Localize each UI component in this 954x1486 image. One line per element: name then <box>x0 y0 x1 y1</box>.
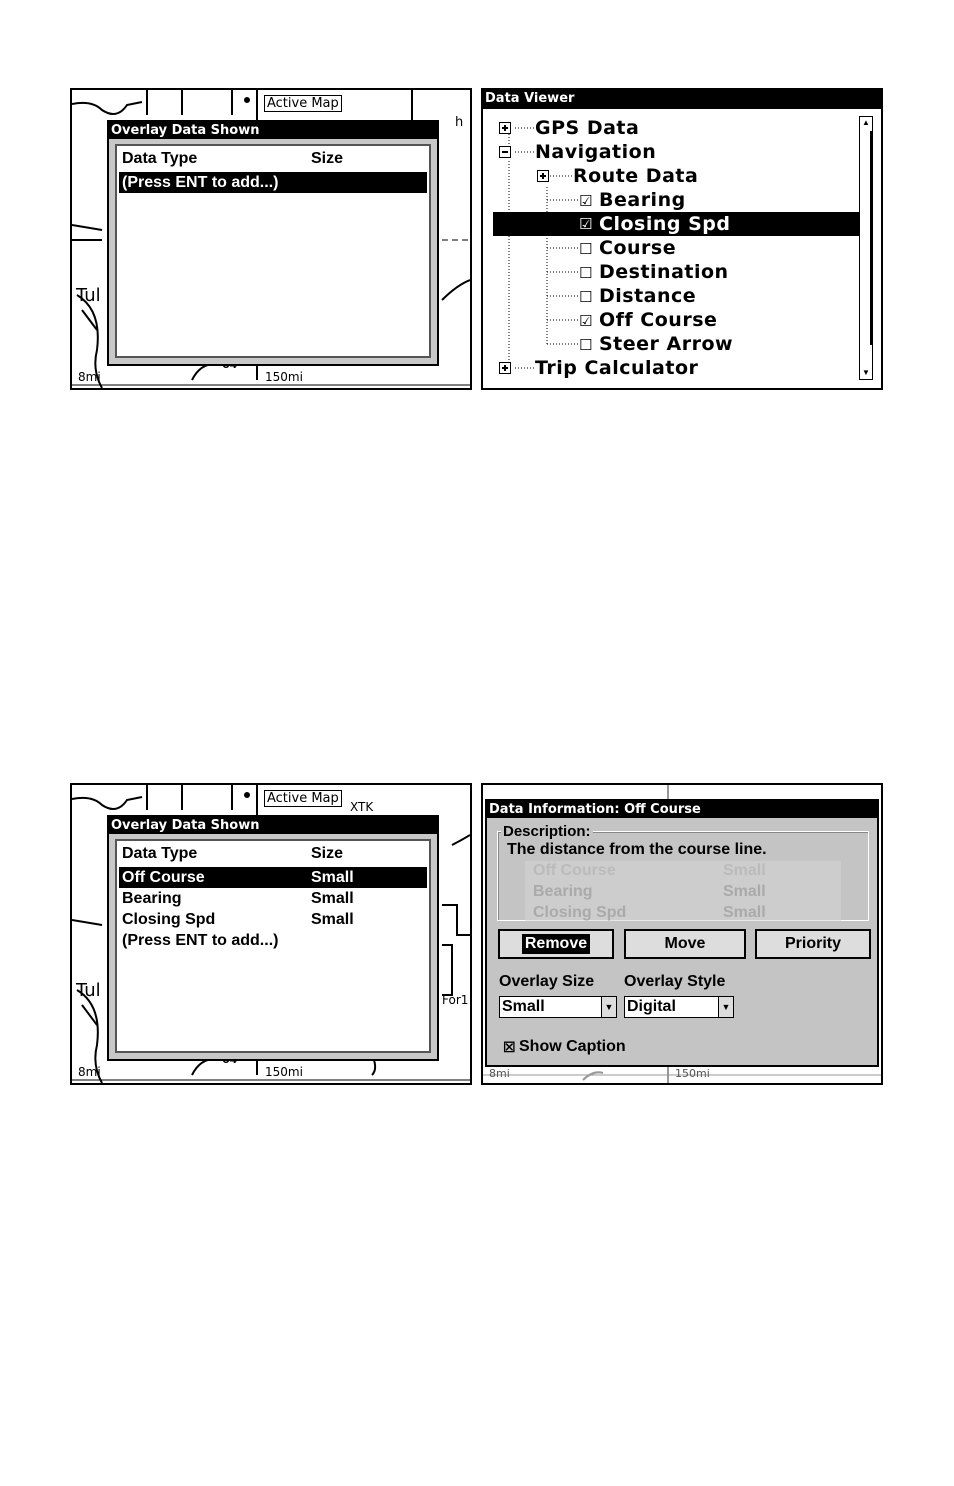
overlay-size-dropdown[interactable] <box>499 996 617 1018</box>
ghost-row-type: Off Course <box>533 862 616 879</box>
data-information-screen <box>481 783 883 1085</box>
tree-node-label: Closing Spd <box>599 213 731 235</box>
overlay-size-label: Overlay Size <box>499 973 595 990</box>
overlay-data-list <box>115 839 431 1053</box>
row-type: Off Course <box>122 869 205 886</box>
tree-node-label: Route Data <box>573 165 699 187</box>
move-button-label: Move <box>664 935 706 952</box>
col-header-type: Data Type <box>122 845 198 862</box>
tree-node-label: Bearing <box>599 189 686 211</box>
overlay-data-list <box>115 144 431 358</box>
expand-plus-icon[interactable] <box>499 122 511 134</box>
dialog-title: Overlay Data Shown <box>109 122 437 139</box>
active-map-label: Active Map <box>264 95 342 112</box>
remove-button-label: Remove <box>522 934 590 954</box>
checkbox-icon[interactable]: ☐ <box>579 336 593 354</box>
tree-node-label: Navigation <box>535 141 657 163</box>
priority-button[interactable] <box>755 929 871 959</box>
checkbox-icon[interactable]: ☐ <box>579 288 593 306</box>
overlay-data-dialog <box>107 120 439 366</box>
row-size: Small <box>311 890 354 907</box>
dialog-title: Data Information: Off Course <box>487 801 877 818</box>
overlay-size-value: Small <box>502 998 545 1015</box>
map-city-label: Tul <box>76 980 101 1001</box>
map-xtk-label: XTK <box>350 800 374 814</box>
overlay-style-dropdown[interactable] <box>624 996 734 1018</box>
dialog-title: Overlay Data Shown <box>109 817 437 834</box>
map-city-label: Tul <box>76 285 101 306</box>
checkbox-icon[interactable]: ☑ <box>579 192 593 210</box>
scroll-thumb[interactable] <box>860 131 872 345</box>
vertical-scrollbar[interactable] <box>859 116 873 380</box>
tree-node-destination[interactable] <box>579 260 779 284</box>
data-information-dialog <box>485 799 879 1067</box>
map-letter: h <box>455 115 464 130</box>
checkbox-icon[interactable]: ☑ <box>579 215 593 233</box>
overlay-screen-filled <box>70 783 472 1085</box>
tree-node-label: Course <box>599 237 677 259</box>
row-type: Bearing <box>122 890 182 907</box>
data-viewer-screen <box>481 88 883 390</box>
checkbox-icon[interactable]: ☐ <box>579 264 593 282</box>
overlay-style-value: Digital <box>627 998 676 1015</box>
remove-button[interactable] <box>498 929 614 959</box>
tree-node-closing-spd[interactable] <box>493 212 859 236</box>
ghost-row-type: Closing Spd <box>533 904 627 921</box>
row-size: Small <box>311 911 354 928</box>
tree-node-label: GPS Data <box>535 117 640 139</box>
data-viewer-title: Data Viewer <box>483 90 881 109</box>
show-caption-checkbox[interactable]: ☒ <box>503 1039 516 1055</box>
description-label: Description: <box>503 823 591 840</box>
col-header-type: Data Type <box>122 150 198 167</box>
move-button[interactable] <box>624 929 746 959</box>
overlay-screen-empty <box>70 88 472 390</box>
tree-node-bearing[interactable] <box>579 188 779 212</box>
ghost-row-size: Small <box>723 904 766 921</box>
collapse-minus-icon[interactable] <box>499 146 511 158</box>
scroll-up-icon[interactable]: ▲ <box>862 118 870 127</box>
map-scale-left: 8mi <box>78 370 101 384</box>
map-scale-left: 8mi <box>78 1065 101 1079</box>
map-city-label-fort: For1 <box>442 993 469 1007</box>
chevron-down-icon[interactable]: ▼ <box>601 997 616 1017</box>
show-caption-label: Show Caption <box>519 1038 626 1055</box>
map-scale-right: 150mi <box>675 1067 710 1080</box>
tree-node-label: Off Course <box>599 309 718 331</box>
expand-plus-icon[interactable] <box>499 362 511 374</box>
row-size: Small <box>311 869 354 886</box>
list-item[interactable] <box>119 867 427 888</box>
row-type: (Press ENT to add...) <box>122 932 279 949</box>
tree-node-label: Distance <box>599 285 697 307</box>
active-map-label: Active Map <box>264 790 342 807</box>
checkbox-icon[interactable]: ☐ <box>579 240 593 258</box>
row-type: Closing Spd <box>122 911 216 928</box>
tree-node-label: Destination <box>599 261 729 283</box>
priority-button-label: Priority <box>784 935 841 952</box>
list-item[interactable] <box>119 172 427 193</box>
col-header-size: Size <box>311 150 344 167</box>
row-type: (Press ENT to add...) <box>122 174 279 191</box>
tree-node-label: Trip Calculator <box>535 357 699 379</box>
scroll-down-icon[interactable]: ▼ <box>862 368 870 377</box>
list-item[interactable] <box>119 930 427 951</box>
expand-plus-icon[interactable] <box>537 170 549 182</box>
checkbox-icon[interactable]: ☑ <box>579 312 593 330</box>
map-scale-right: 150mi <box>265 370 303 384</box>
map-scale-right: 150mi <box>265 1065 303 1079</box>
chevron-down-icon[interactable]: ▼ <box>718 997 733 1017</box>
tree-node-steer-arrow[interactable] <box>579 332 779 356</box>
ghost-row-size: Small <box>723 862 766 879</box>
col-header-size: Size <box>311 845 344 862</box>
tree-node-off-course[interactable] <box>579 308 779 332</box>
map-scale-left: 8mi <box>489 1067 510 1080</box>
ghost-row-type: Bearing <box>533 883 593 900</box>
list-item[interactable] <box>119 888 427 909</box>
overlay-style-label: Overlay Style <box>624 973 726 990</box>
tree-node-course[interactable] <box>579 236 779 260</box>
tree-node-label: Steer Arrow <box>599 333 734 355</box>
overlay-data-dialog <box>107 815 439 1061</box>
list-item[interactable] <box>119 909 427 930</box>
tree-node-distance[interactable] <box>579 284 779 308</box>
ghost-row-size: Small <box>723 883 766 900</box>
description-text: The distance from the course line. <box>507 841 767 858</box>
